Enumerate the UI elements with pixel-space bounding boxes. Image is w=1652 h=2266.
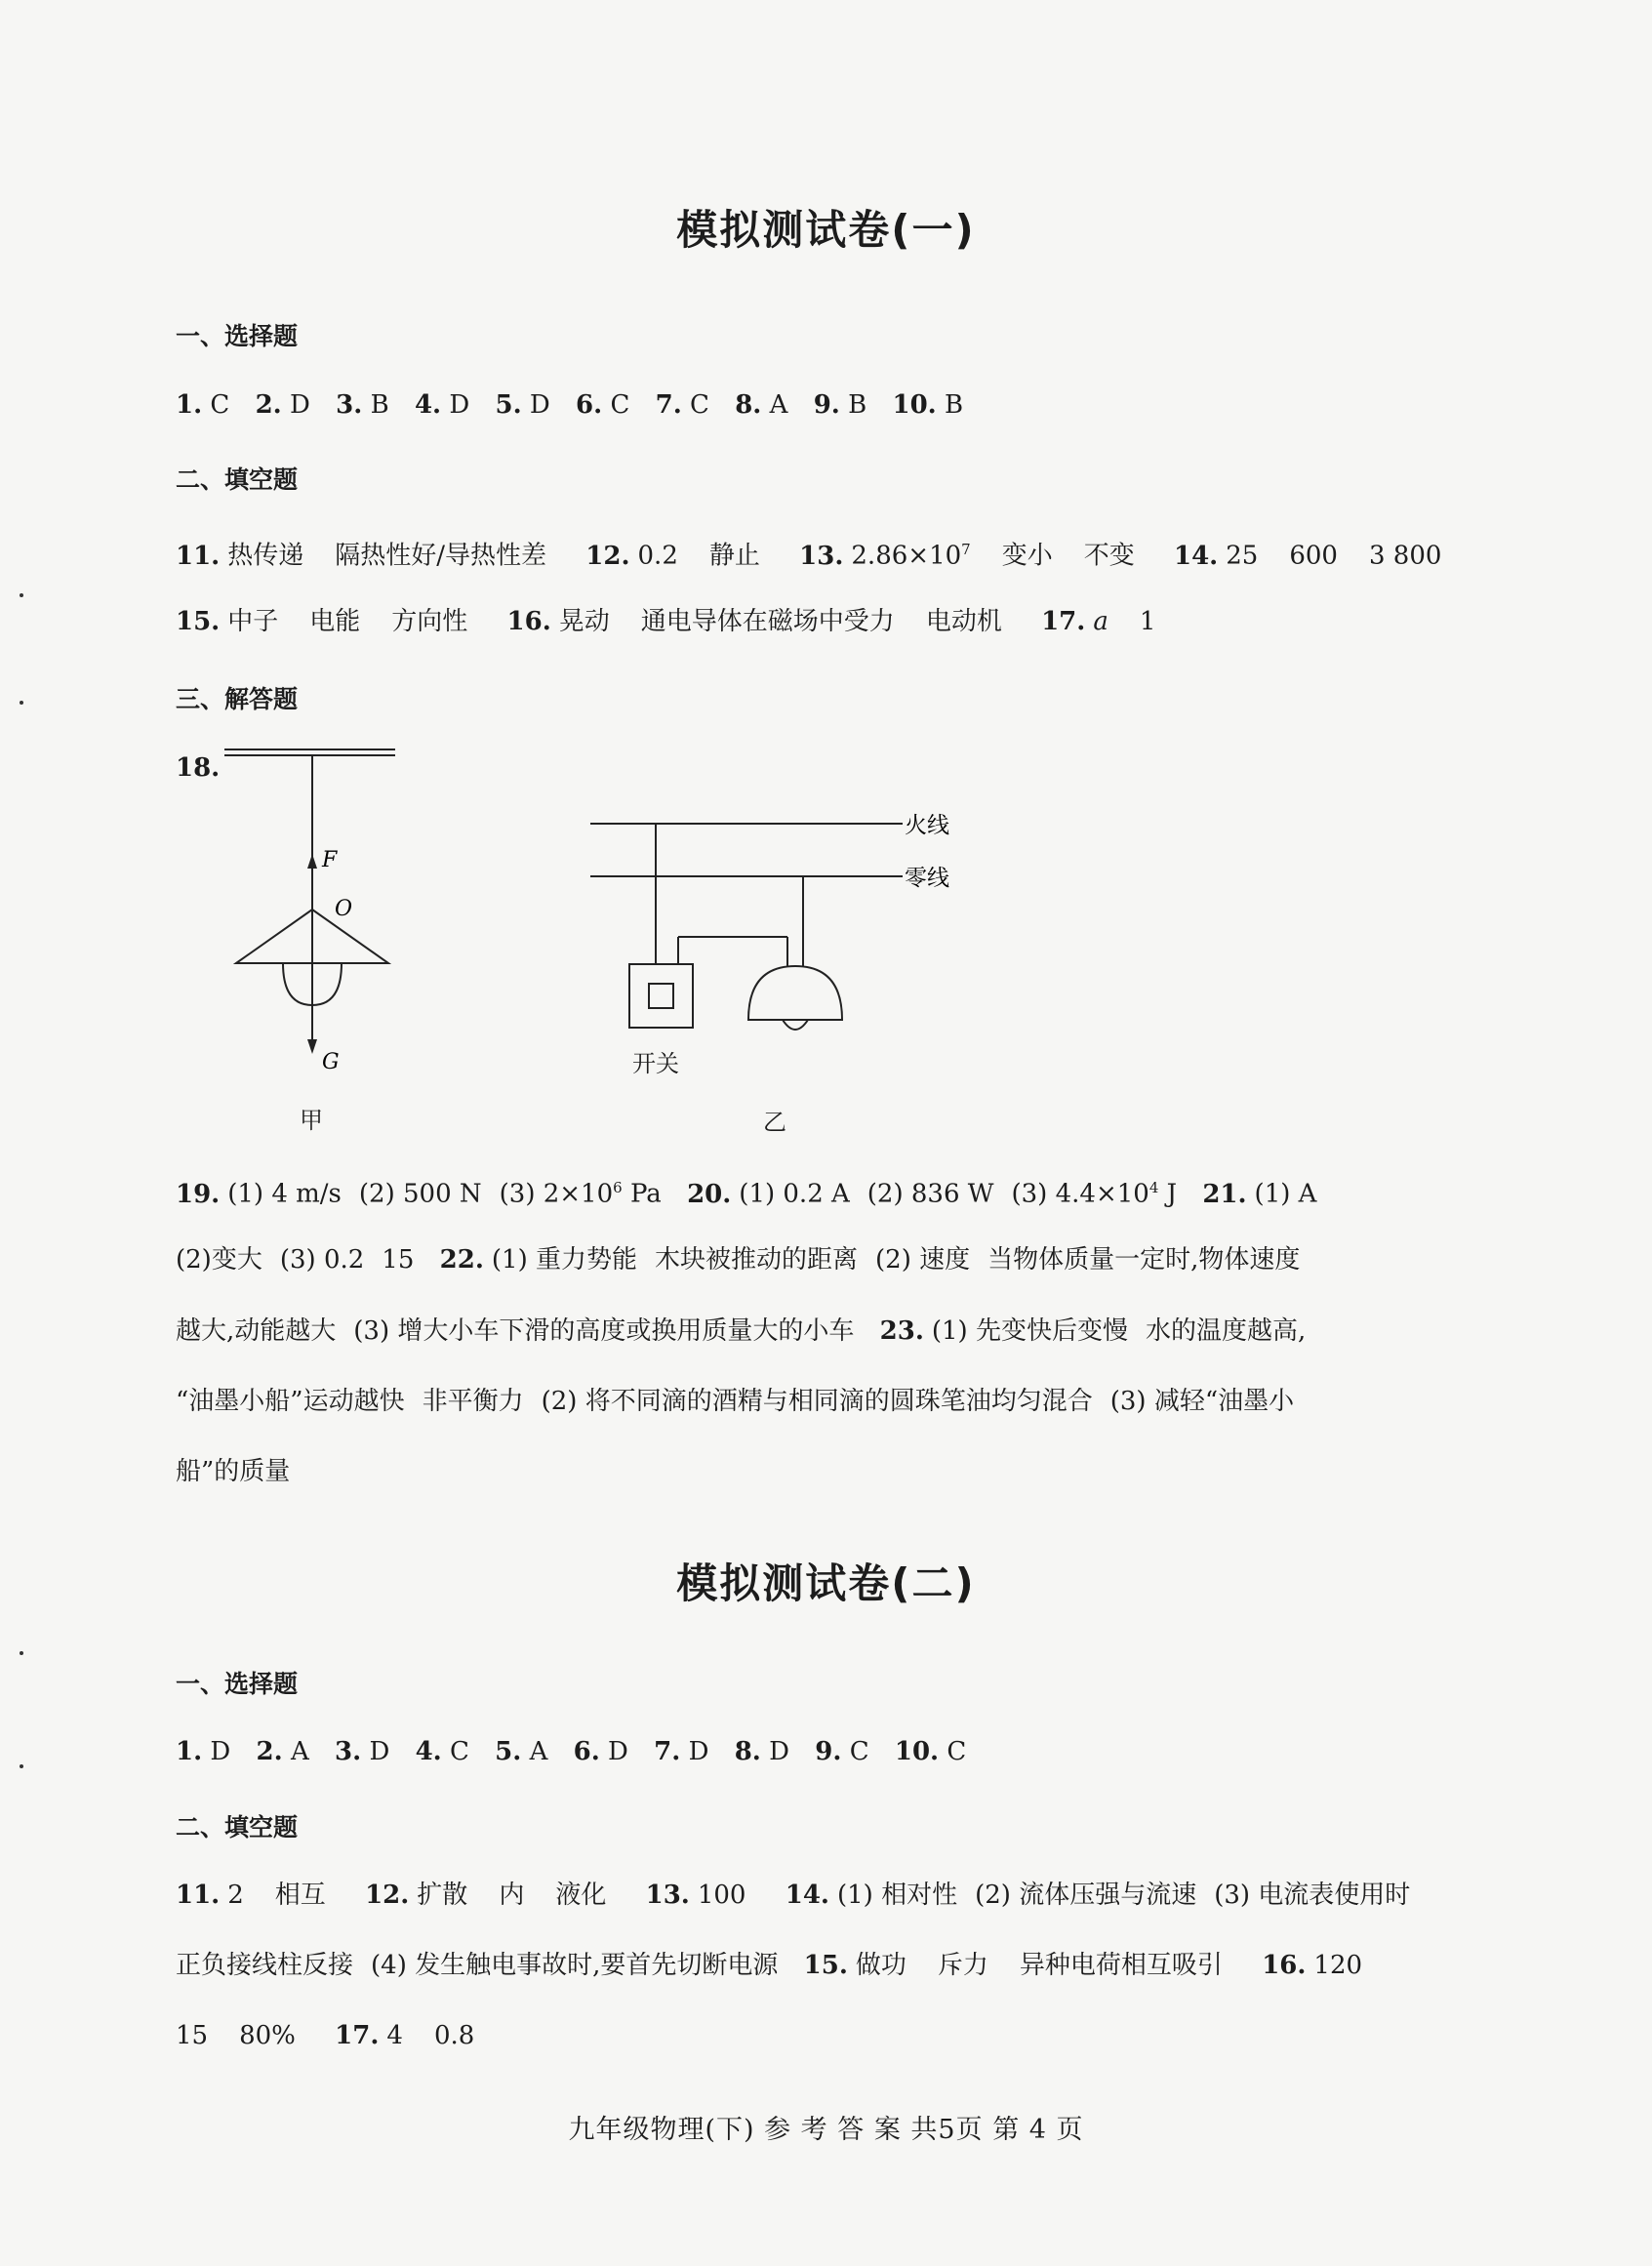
- scan-dot: [20, 1764, 23, 1768]
- test2-section-fill: 二、填空题: [176, 1813, 299, 1841]
- choice-item: 1. D: [176, 1737, 231, 1766]
- live-wire-label: 火线: [905, 813, 949, 838]
- q19-21-line: 19. (1) 4 m/s (2) 500 N (3) $2\times 10^6$ Pa 20. (1) 0.2 A (2) 836 W (3) $4.4\times 10^4$ J 21. (1) A: [176, 1179, 1317, 1209]
- test1-section-fill: 二、填空题: [176, 465, 299, 494]
- choice-item: 3. B: [336, 390, 389, 420]
- test1-title: 模拟测试卷(一): [676, 206, 976, 254]
- choice-item: 10. B: [892, 390, 964, 420]
- test2-choice-answers: [176, 1735, 1473, 1768]
- test1-section-answer: 三、解答题: [176, 685, 299, 713]
- choice-item: 9. B: [813, 390, 867, 420]
- scan-dot: [20, 1651, 23, 1655]
- test1-fill-line-2: 15. 中子 电能 方向性 16. 晃动 通电导体在磁场中受力 电动机 17. a 1: [176, 607, 1156, 636]
- page-footer: 九年级物理(下) 参 考 答 案 共5页 第 4 页: [568, 2115, 1084, 2145]
- point-o-label: O: [335, 897, 353, 921]
- neutral-wire-label: 零线: [905, 866, 949, 891]
- diagram-jia: [220, 742, 415, 1093]
- choice-item: 3. D: [335, 1737, 390, 1766]
- test2-fill-line-1: 11. 2 相互 12. 扩散 内 液化 13. 100 14. (1) 相对性 (2) 流体压强与流速 (3) 电流表使用时: [176, 1881, 1411, 1910]
- choice-item: 2. D: [255, 390, 310, 420]
- test1-fill-line-1: 11. 热传递 隔热性好/导热性差 12. 0.2 静止 13. $2.86\times 10^7$ 变小 不变 14. 25 600 3 800: [176, 541, 1442, 571]
- choice-item: 9. C: [815, 1737, 869, 1766]
- choice-item: 10. C: [894, 1737, 967, 1766]
- test2-section-choice: 一、选择题: [176, 1670, 299, 1698]
- q22-23-line: 越大,动能越大 (3) 增大小车下滑的高度或换用质量大的小车 23. (1) 先变快后变慢 水的温度越高,: [176, 1316, 1307, 1346]
- scan-dot: [20, 701, 23, 705]
- choice-item: 8. D: [734, 1737, 789, 1766]
- q18-number: 18.: [176, 753, 221, 783]
- test1-section-choice: 一、选择题: [176, 322, 299, 350]
- choice-item: 4. D: [414, 390, 470, 420]
- choice-item: 4. C: [415, 1737, 469, 1766]
- q21-22-line: (2)变大 (3) 0.2 15 22. (1) 重力势能 木块被推动的距离 (2) 速度 当物体质量一定时,物体速度: [176, 1245, 1301, 1275]
- switch-label: 开关: [632, 1050, 679, 1077]
- choice-item: 7. C: [655, 390, 709, 420]
- choice-item: 5. A: [495, 1737, 548, 1766]
- force-g-label: G: [322, 1050, 340, 1074]
- choice-item: 6. D: [573, 1737, 628, 1766]
- choice-item: 5. D: [495, 390, 550, 420]
- caption-jia: 甲: [300, 1107, 323, 1134]
- choice-item: 6. C: [576, 390, 630, 420]
- test2-fill-line-2: 正负接线柱反接 (4) 发生触电事故时,要首先切断电源 15. 做功 斥力 异种电荷相互吸引 16. 120: [176, 1951, 1363, 1980]
- q23-line-2: “油墨小船”运动越快 非平衡力 (2) 将不同滴的酒精与相同滴的圆珠笔油均匀混合 (3) 减轻“油墨小: [176, 1387, 1295, 1416]
- diagram-yi: [581, 800, 990, 1044]
- choice-item: 1. C: [176, 390, 230, 420]
- q23-line-3: 船”的质量: [176, 1457, 291, 1486]
- choice-item: 7. D: [654, 1737, 709, 1766]
- test2-fill-line-3: 15 80% 17. 4 0.8: [176, 2021, 475, 2050]
- scan-dot: [20, 593, 23, 597]
- caption-yi: 乙: [763, 1109, 786, 1136]
- test1-choice-answers: [176, 388, 1473, 422]
- choice-item: 2. A: [256, 1737, 309, 1766]
- choice-item: 8. A: [735, 390, 788, 420]
- force-f-label: F: [322, 848, 338, 872]
- test2-title: 模拟测试卷(二): [676, 1559, 976, 1607]
